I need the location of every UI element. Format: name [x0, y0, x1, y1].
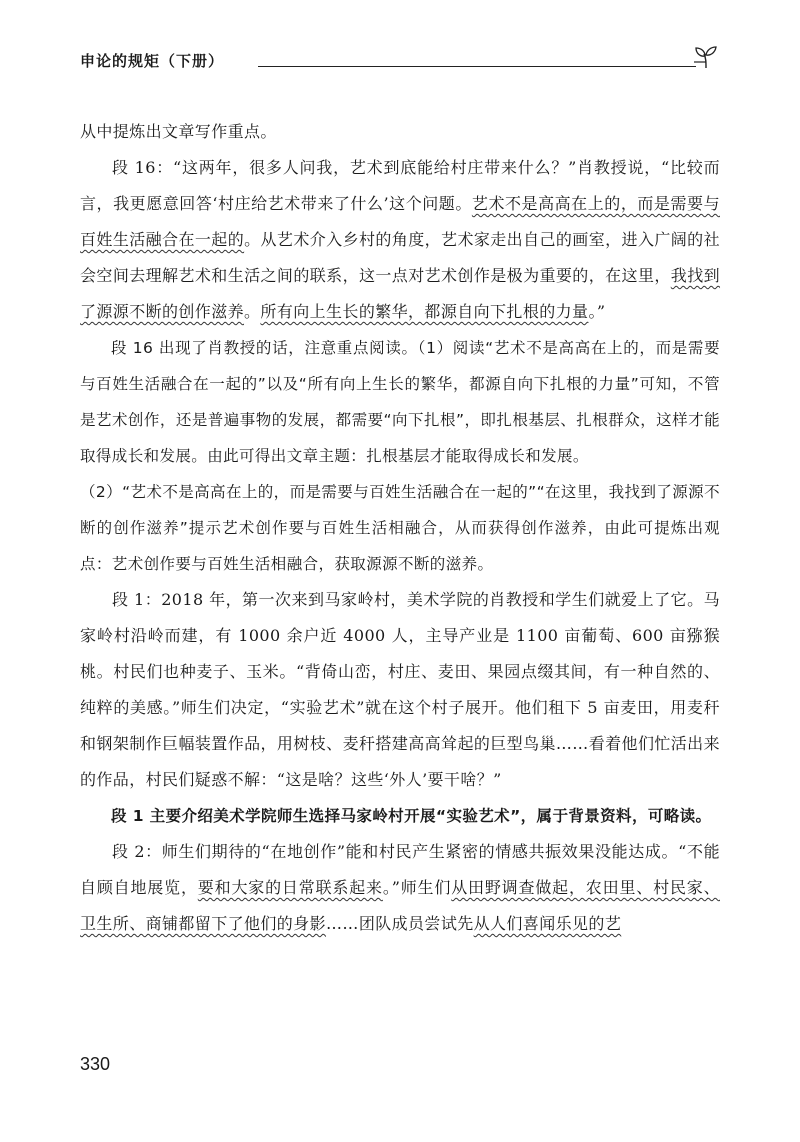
paragraph-analysis-1: [80, 798, 720, 834]
highlighted-phrase: 从田野调查做起，农田里、村民家、卫生所、商铺都留下了他们的身影: [80, 878, 720, 933]
header-rule: [258, 66, 696, 67]
text-segment: 。”: [588, 302, 606, 321]
text-segment: （2）“艺术不是高高在上的，而是需要与百姓生活融合在一起的”“在这里，我找到了源源不断的创作滋养”提示艺术创作要与百姓生活相融合，从而获得创作滋养，由此可提炼出观点：艺术创作要与百姓生活相融合，获取源源不断的滋养。: [80, 483, 720, 573]
text-segment: 段 16 出现了肖教授的话，注意重点阅读。（1）阅读“艺术不是高高在上的，而是需要与百姓生活融合在一起的”以及“所有向上生长的繁华，都源自向下扎根的力量”可知，不管是艺术创作，还是普遍事物的发展，都需要“向下扎根”，即扎根基层、扎根群众，这样才能取得成长和发展。由此可得出文章主题：扎根基层才能取得成长和发展。: [80, 339, 720, 465]
text-segment: 。: [244, 302, 261, 321]
paragraph-analysis-16: [80, 330, 720, 474]
running-header: [80, 48, 720, 74]
page-number: 330: [80, 1054, 111, 1074]
paragraph-continuation: [80, 114, 720, 150]
paragraph-source-16: [80, 150, 720, 330]
text-segment: 从中提炼出文章写作重点。: [80, 122, 277, 141]
paragraph-source-2: [80, 834, 720, 942]
highlighted-phrase: 所有向上生长的繁华，都源自向下扎根的力量: [260, 302, 589, 321]
highlighted-phrase: 我找到了源源不断的创作滋养: [80, 266, 721, 321]
text-segment: 段 1：2018 年，第一次来到马家岭村，美术学院的肖教授和学生们就爱上了它。马家岭村沿岭而建，有 1000 余户近 4000 人，主导产业是 1100 亩葡萄、600 亩猕猴桃。村民们也种麦子、玉米。“背倚山峦，村庄、麦田、果园点缀其间，有一种自然的、纯粹的美感。”师生们决定，“实验艺术”就在这个村子展开。他们租下 5 亩麦田，用麦秆和钢架制作巨幅装置作品，用树枝、麦秆搭建高高耸起的巨型鸟巢……看着他们忙活出来的作品，村民们疑惑不解：“这是啥？这些‘外人’要干啥？”: [80, 590, 720, 789]
text-segment: 段 1 主要介绍美术学院师生选择马家岭村开展“实验艺术”，属于背景资料，可略读。: [111, 807, 712, 825]
text-segment: 。”师生们: [382, 878, 452, 897]
text-segment: 。从艺术介入乡村的角度，艺术家走出自己的画室，进入广阔的社会空间去理解艺术和生活之间的联系，这一点对艺术创作是极为重要的，在这里，: [80, 230, 720, 285]
highlighted-phrase: 从人们喜闻乐见的艺: [473, 914, 622, 933]
page-body: [80, 114, 720, 942]
text-segment: 段 16：“这两年，很多人问我，艺术到底能给村庄带来什么？”肖教授说，“比较而言，我更愿意回答‘村庄给艺术带来了什么’这个问题。: [80, 158, 720, 213]
highlighted-phrase: 艺术不是高高在上的，而是需要与百姓生活融合在一起的: [80, 194, 720, 249]
text-segment: ……团队成员尝试先: [326, 914, 474, 933]
paragraph-source-1: [80, 582, 720, 798]
paragraph-analysis-16-part2: [80, 474, 720, 582]
leaf-sprout-icon: [692, 42, 720, 72]
highlighted-phrase: 要和大家的日常联系起来: [197, 878, 383, 897]
book-title: 申论的规矩（下册）: [80, 52, 225, 70]
text-segment: 段 2：师生们期待的“在地创作”能和村民产生紧密的情感共振效果没能达成。“不能自顾自地展览，: [80, 842, 720, 897]
